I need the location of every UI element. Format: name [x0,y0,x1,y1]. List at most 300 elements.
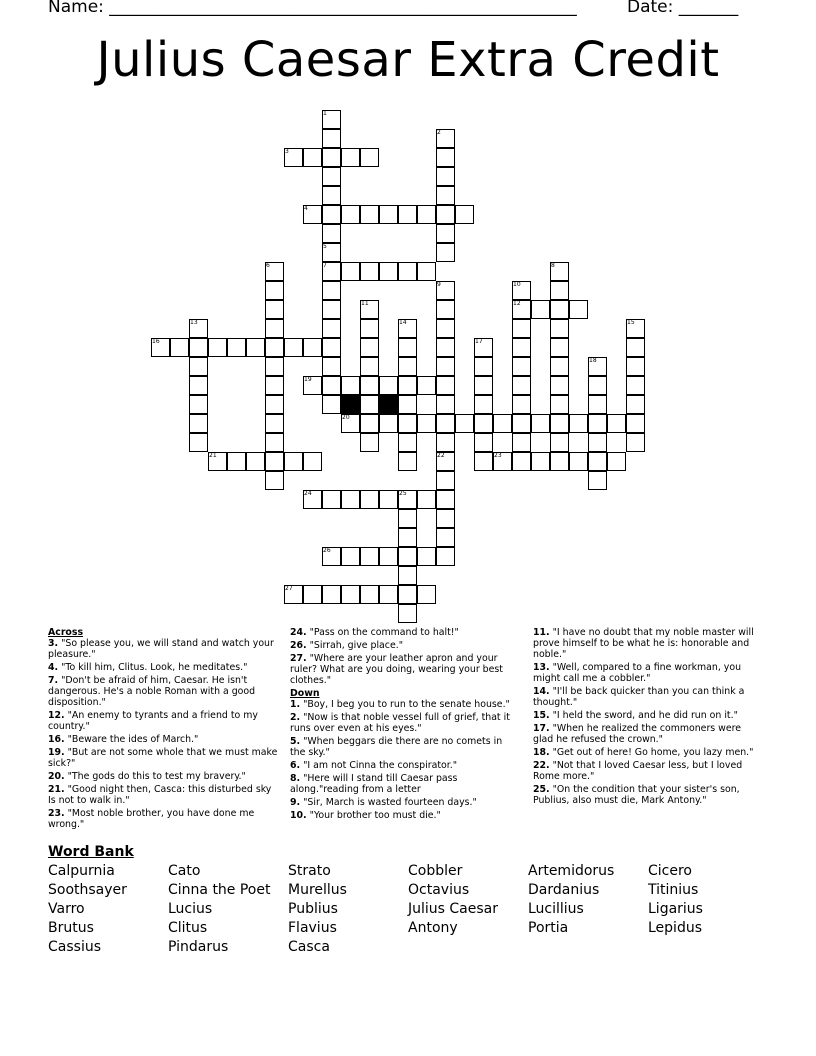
grid-cell[interactable] [360,205,379,224]
grid-cell[interactable] [436,395,455,414]
clue-text: "On the condition that your sister's son, Publius, also must die, Mark Antony." [533,784,740,806]
clue-number-label: 9. [290,797,301,808]
clue [290,627,520,638]
grid-cell[interactable] [436,319,455,338]
grid-cell[interactable] [550,338,569,357]
grid-cell[interactable] [436,338,455,357]
grid-cell[interactable] [436,547,455,566]
grid-cell[interactable] [322,395,341,414]
grid-cell[interactable] [626,376,645,395]
grid-cell[interactable] [626,357,645,376]
clue-text: "Here will I stand till Caesar pass along."reading from a letter [290,773,458,795]
clue-text: "The gods do this to test my bravery." [64,771,246,782]
grid-cell[interactable] [550,281,569,300]
grid-cell[interactable] [455,414,474,433]
grid-cell[interactable] [189,376,208,395]
clue-text: "Beware the ides of March." [64,734,199,745]
grid-cell[interactable] [360,585,379,604]
grid-cell[interactable] [588,433,607,452]
clue-text: "I'll be back quicker than you can think a thought." [533,686,745,708]
word-bank-item: Antony [408,920,458,936]
grid-cell[interactable] [189,395,208,414]
grid-cell[interactable] [265,433,284,452]
clue [48,662,278,673]
grid-cell[interactable] [550,452,569,471]
grid-cell[interactable] [398,585,417,604]
grid-cell[interactable] [398,509,417,528]
grid-cell[interactable] [474,414,493,433]
clue-text: "But are not some whole that we must make sick?" [48,747,278,769]
grid-cell[interactable] [265,300,284,319]
word-bank-item: Flavius [288,920,337,936]
clue-number-label: 26. [290,640,307,651]
word-bank-item: Clitus [168,920,208,936]
grid-cell[interactable] [322,205,341,224]
word-bank-item: Soothsayer [48,882,127,898]
grid-cell[interactable] [436,433,455,452]
grid-cell[interactable] [398,395,417,414]
grid-cell[interactable] [436,376,455,395]
grid-cell[interactable] [398,452,417,471]
grid-cell[interactable] [436,528,455,547]
clue [290,797,520,808]
clue-text: "Boy, I beg you to run to the senate house." [300,699,510,710]
grid-cell[interactable] [265,357,284,376]
clue-text: "When he realized the commoners were glad he refused the crown." [533,723,742,745]
grid-cell[interactable] [189,414,208,433]
grid-cell[interactable] [341,205,360,224]
clue-number-label: 23. [48,808,65,819]
grid-cell[interactable] [322,148,341,167]
grid-cell[interactable] [379,585,398,604]
grid-cell[interactable] [474,452,493,471]
grid-cell[interactable] [341,262,360,281]
word-bank-item: Calpurnia [48,863,115,879]
clue [290,712,520,734]
clue-number: 23 [494,452,502,459]
grid-cell[interactable] [227,452,246,471]
clue-number: 3 [285,148,289,155]
clue-number: 13 [190,319,198,326]
grid-cell[interactable] [474,376,493,395]
grid-cell[interactable] [322,490,341,509]
grid-cell[interactable] [227,338,246,357]
grid-cell[interactable] [512,357,531,376]
clue-text: "I held the sword, and he did run on it." [549,710,738,721]
clue-number-label: 16. [48,734,65,745]
clue-number-label: 4. [48,662,59,673]
grid-cell[interactable] [398,566,417,585]
grid-cell[interactable] [474,433,493,452]
grid-cell[interactable] [436,148,455,167]
clue-number: 11 [361,300,369,307]
clue-number-label: 17. [533,723,550,734]
grid-cell[interactable] [265,395,284,414]
grid-cell[interactable] [360,376,379,395]
grid-cell[interactable] [303,148,322,167]
clue [533,747,763,758]
word-bank-item: Titinius [648,882,699,898]
grid-cell[interactable] [588,452,607,471]
clue-text: "Pass on the command to halt!" [306,627,459,638]
grid-cell[interactable] [588,376,607,395]
clue [533,710,763,721]
word-bank-item: Lepidus [648,920,702,936]
word-bank-item: Ligarius [648,901,703,917]
grid-cell[interactable] [360,490,379,509]
clue-number-label: 25. [533,784,550,795]
grid-cell[interactable] [569,414,588,433]
clue-text: "Sir, March is wasted fourteen days." [300,797,477,808]
clue-number-label: 14. [533,686,550,697]
grid-cell[interactable] [322,186,341,205]
clue-number-label: 22. [533,760,550,771]
grid-cell[interactable] [208,338,227,357]
grid-cell[interactable] [360,148,379,167]
grid-cell[interactable] [322,224,341,243]
word-bank-item: Lucius [168,901,213,917]
grid-cell[interactable] [569,452,588,471]
grid-cell[interactable] [550,376,569,395]
grid-cell[interactable] [417,585,436,604]
grid-cell[interactable] [417,262,436,281]
word-bank-item: Cassius [48,939,101,955]
clue [48,784,278,806]
clue-text: "Where are your leather apron and your ruler? What are you doing, wearing your best clothes." [290,653,503,686]
word-bank-item: Pindarus [168,939,229,955]
word-bank-item: Strato [288,863,331,879]
grid-cell[interactable] [550,357,569,376]
grid-cell[interactable] [512,433,531,452]
clue [290,653,520,686]
clue-number: 21 [209,452,217,459]
clue-number-label: 18. [533,747,550,758]
clue-number-label: 20. [48,771,65,782]
grid-cell[interactable] [322,585,341,604]
grid-cell[interactable] [512,414,531,433]
grid-cell[interactable] [246,338,265,357]
clue [533,627,763,660]
word-bank-item: Cinna the Poet [168,882,271,898]
clue [533,723,763,745]
word-bank-item: Cobbler [408,863,463,879]
word-bank-item: Casca [288,939,330,955]
clue [290,640,520,651]
clue-number: 18 [589,357,597,364]
clue-number: 6 [266,262,270,269]
grid-cell[interactable] [379,262,398,281]
word-bank-item: Lucillius [528,901,584,917]
grid-cell[interactable] [189,338,208,357]
grid-cell[interactable] [398,528,417,547]
clues-column-3 [533,627,763,808]
clue-number: 20 [342,414,350,421]
grid-cell[interactable] [360,319,379,338]
clue [533,760,763,782]
grid-cell[interactable] [531,300,550,319]
word-bank-item: Dardanius [528,882,600,898]
clue-text: "When beggars die there are no comets in the sky." [290,736,503,758]
clue-number: 26 [323,547,331,554]
grid-cell[interactable] [436,414,455,433]
word-bank-item: Cicero [648,863,692,879]
grid-cell[interactable] [417,547,436,566]
grid-cell[interactable] [322,319,341,338]
clue-number: 16 [152,338,160,345]
clue [48,771,278,782]
clue-number: 2 [437,129,441,136]
grid-cell[interactable] [436,205,455,224]
clue [48,638,278,660]
grid-cell[interactable] [322,281,341,300]
grid-cell[interactable] [265,281,284,300]
grid-cell[interactable] [284,452,303,471]
grid-cell[interactable] [265,452,284,471]
grid-cell[interactable] [417,490,436,509]
grid-cell[interactable] [322,338,341,357]
grid-cell[interactable] [588,471,607,490]
clue-number: 8 [551,262,555,269]
clue-number: 15 [627,319,635,326]
word-bank-item: Julius Caesar [408,901,498,917]
grid-cell[interactable] [474,395,493,414]
grid-cell[interactable] [512,376,531,395]
grid-cell[interactable] [550,300,569,319]
clue-text: "Don't be afraid of him, Caesar. He isn't dangerous. He's a noble Roman with a good disposition." [48,675,256,708]
word-bank-item: Artemidorus [528,863,615,879]
clue-number: 22 [437,452,445,459]
grid-cell[interactable] [417,376,436,395]
word-bank-item: Publius [288,901,338,917]
grid-cell[interactable] [322,357,341,376]
clue-text: "Your brother too must die." [306,810,441,821]
grid-cell[interactable] [607,414,626,433]
grid-cell[interactable] [246,452,265,471]
grid-cell[interactable] [398,604,417,623]
grid-cell[interactable] [265,338,284,357]
clue-number: 9 [437,281,441,288]
grid-cell[interactable] [626,338,645,357]
grid-cell[interactable] [398,547,417,566]
clue-number-label: 10. [290,810,307,821]
grid-cell[interactable] [379,414,398,433]
clue-number: 24 [304,490,312,497]
clue [290,760,520,771]
grid-cell[interactable] [189,357,208,376]
grid-cell[interactable] [398,338,417,357]
grid-cell[interactable] [626,395,645,414]
grid-cell[interactable] [436,224,455,243]
grid-cell[interactable] [455,205,474,224]
grid-cell[interactable] [379,376,398,395]
clue-number-label: 27. [290,653,307,664]
clue-text: "Now is that noble vessel full of grief, that it runs over even at his eyes." [290,712,510,734]
grid-cell[interactable] [189,433,208,452]
clue [533,662,763,684]
clue [290,699,520,710]
clue-text: "Get out of here! Go home, you lazy men." [549,747,754,758]
clue-number: 7 [323,262,327,269]
grid-cell[interactable] [436,357,455,376]
grid-cell[interactable] [550,395,569,414]
grid-cell[interactable] [607,452,626,471]
clue-number-label: 11. [533,627,550,638]
grid-cell[interactable] [284,338,303,357]
clue-number: 27 [285,585,293,592]
grid-cell[interactable] [322,129,341,148]
grid-cell[interactable] [341,585,360,604]
grid-cell[interactable] [436,167,455,186]
clue-number-label: 19. [48,747,65,758]
clue-number-label: 21. [48,784,65,795]
black-square [341,395,360,414]
clue-number-label: 15. [533,710,550,721]
grid-cell[interactable] [322,300,341,319]
grid-cell[interactable] [360,395,379,414]
grid-cell[interactable] [265,414,284,433]
clue [533,784,763,806]
clue-text: "Well, compared to a fine workman, you might call me a cobbler." [533,662,742,684]
grid-cell[interactable] [493,414,512,433]
clue [290,810,520,821]
clue-number-label: 7. [48,675,59,686]
grid-cell[interactable] [322,167,341,186]
clue-number: 5 [323,243,327,250]
grid-cell[interactable] [303,585,322,604]
clue-number: 1 [323,110,327,117]
clue-text: "To kill him, Clitus. Look, he meditates." [58,662,248,673]
grid-cell[interactable] [436,186,455,205]
grid-cell[interactable] [588,414,607,433]
grid-cell[interactable] [436,471,455,490]
grid-cell[interactable] [550,319,569,338]
grid-cell[interactable] [512,452,531,471]
grid-cell[interactable] [531,414,550,433]
clue-number-label: 5. [290,736,301,747]
grid-cell[interactable] [360,338,379,357]
grid-cell[interactable] [436,509,455,528]
date-line: _______ [678,0,739,17]
grid-cell[interactable] [550,433,569,452]
clue-text: "An enemy to tyrants and a friend to my country." [48,710,258,732]
clue-text: "Most noble brother, you have done me wrong." [48,808,255,830]
page-title: Julius Caesar Extra Credit [96,32,720,88]
clue-number: 10 [513,281,521,288]
clues-column-2 [290,627,520,823]
grid-cell[interactable] [265,376,284,395]
clue-text: "I have no doubt that my noble master will prove himself to be what he is: honorable and noble." [533,627,754,660]
grid-cell[interactable] [379,490,398,509]
grid-cell[interactable] [398,357,417,376]
grid-cell[interactable] [474,357,493,376]
grid-cell[interactable] [341,490,360,509]
grid-cell[interactable] [417,414,436,433]
grid-cell[interactable] [341,376,360,395]
grid-cell[interactable] [512,338,531,357]
grid-cell[interactable] [341,148,360,167]
grid-cell[interactable] [265,319,284,338]
grid-cell[interactable] [398,433,417,452]
word-bank-item: Brutus [48,920,94,936]
section-heading-across: Across [48,627,84,638]
clue [533,686,763,708]
clue-number-label: 13. [533,662,550,673]
clue-text: "Good night then, Casca: this disturbed sky Is not to walk in." [48,784,272,806]
grid-cell[interactable] [360,547,379,566]
clue-number: 14 [399,319,407,326]
word-bank-item: Murellus [288,882,347,898]
clue-text: "Sirrah, give place." [306,640,404,651]
word-bank-item: Varro [48,901,85,917]
clue-text: "Not that I loved Caesar less, but I loved Rome more." [533,760,743,782]
grid-cell[interactable] [360,262,379,281]
word-bank-item: Octavius [408,882,470,898]
grid-cell[interactable] [170,338,189,357]
grid-cell[interactable] [398,376,417,395]
clue [48,734,278,745]
grid-cell[interactable] [398,262,417,281]
black-square [379,395,398,414]
clue-number-label: 1. [290,699,301,710]
clue [48,808,278,830]
name-line: _______________________________________________________ [109,0,577,17]
clue-number: 4 [304,205,308,212]
clues-column-1 [48,627,278,832]
clue-number: 19 [304,376,312,383]
grid-cell[interactable] [436,490,455,509]
clue-text: "So please you, we will stand and watch your pleasure." [48,638,274,660]
grid-cell[interactable] [436,300,455,319]
grid-cell[interactable] [588,395,607,414]
clue-number: 17 [475,338,483,345]
grid-cell[interactable] [303,338,322,357]
grid-cell[interactable] [417,205,436,224]
grid-cell[interactable] [360,433,379,452]
grid-cell[interactable] [265,471,284,490]
clue-number: 25 [399,490,407,497]
clue-number-label: 24. [290,627,307,638]
word-bank-title: Word Bank [48,844,134,860]
clue-text: "I am not Cinna the conspirator." [300,760,458,771]
grid-cell[interactable] [379,547,398,566]
clue-number-label: 8. [290,773,301,784]
grid-cell[interactable] [531,452,550,471]
grid-cell[interactable] [436,243,455,262]
grid-cell[interactable] [398,205,417,224]
clue [48,747,278,769]
grid-cell[interactable] [360,414,379,433]
grid-cell[interactable] [512,395,531,414]
grid-cell[interactable] [569,300,588,319]
grid-cell[interactable] [626,414,645,433]
word-bank-item: Portia [528,920,569,936]
clue [48,675,278,708]
clue-number-label: 2. [290,712,301,723]
grid-cell[interactable] [341,547,360,566]
grid-cell[interactable] [303,452,322,471]
grid-cell[interactable] [626,433,645,452]
grid-cell[interactable] [360,357,379,376]
grid-cell[interactable] [322,376,341,395]
grid-cell[interactable] [398,414,417,433]
clue-number-label: 12. [48,710,65,721]
name-text: Name: [48,0,110,17]
grid-cell[interactable] [512,319,531,338]
grid-cell[interactable] [379,205,398,224]
clue-number: 12 [513,300,521,307]
clue [48,710,278,732]
grid-cell[interactable] [550,414,569,433]
